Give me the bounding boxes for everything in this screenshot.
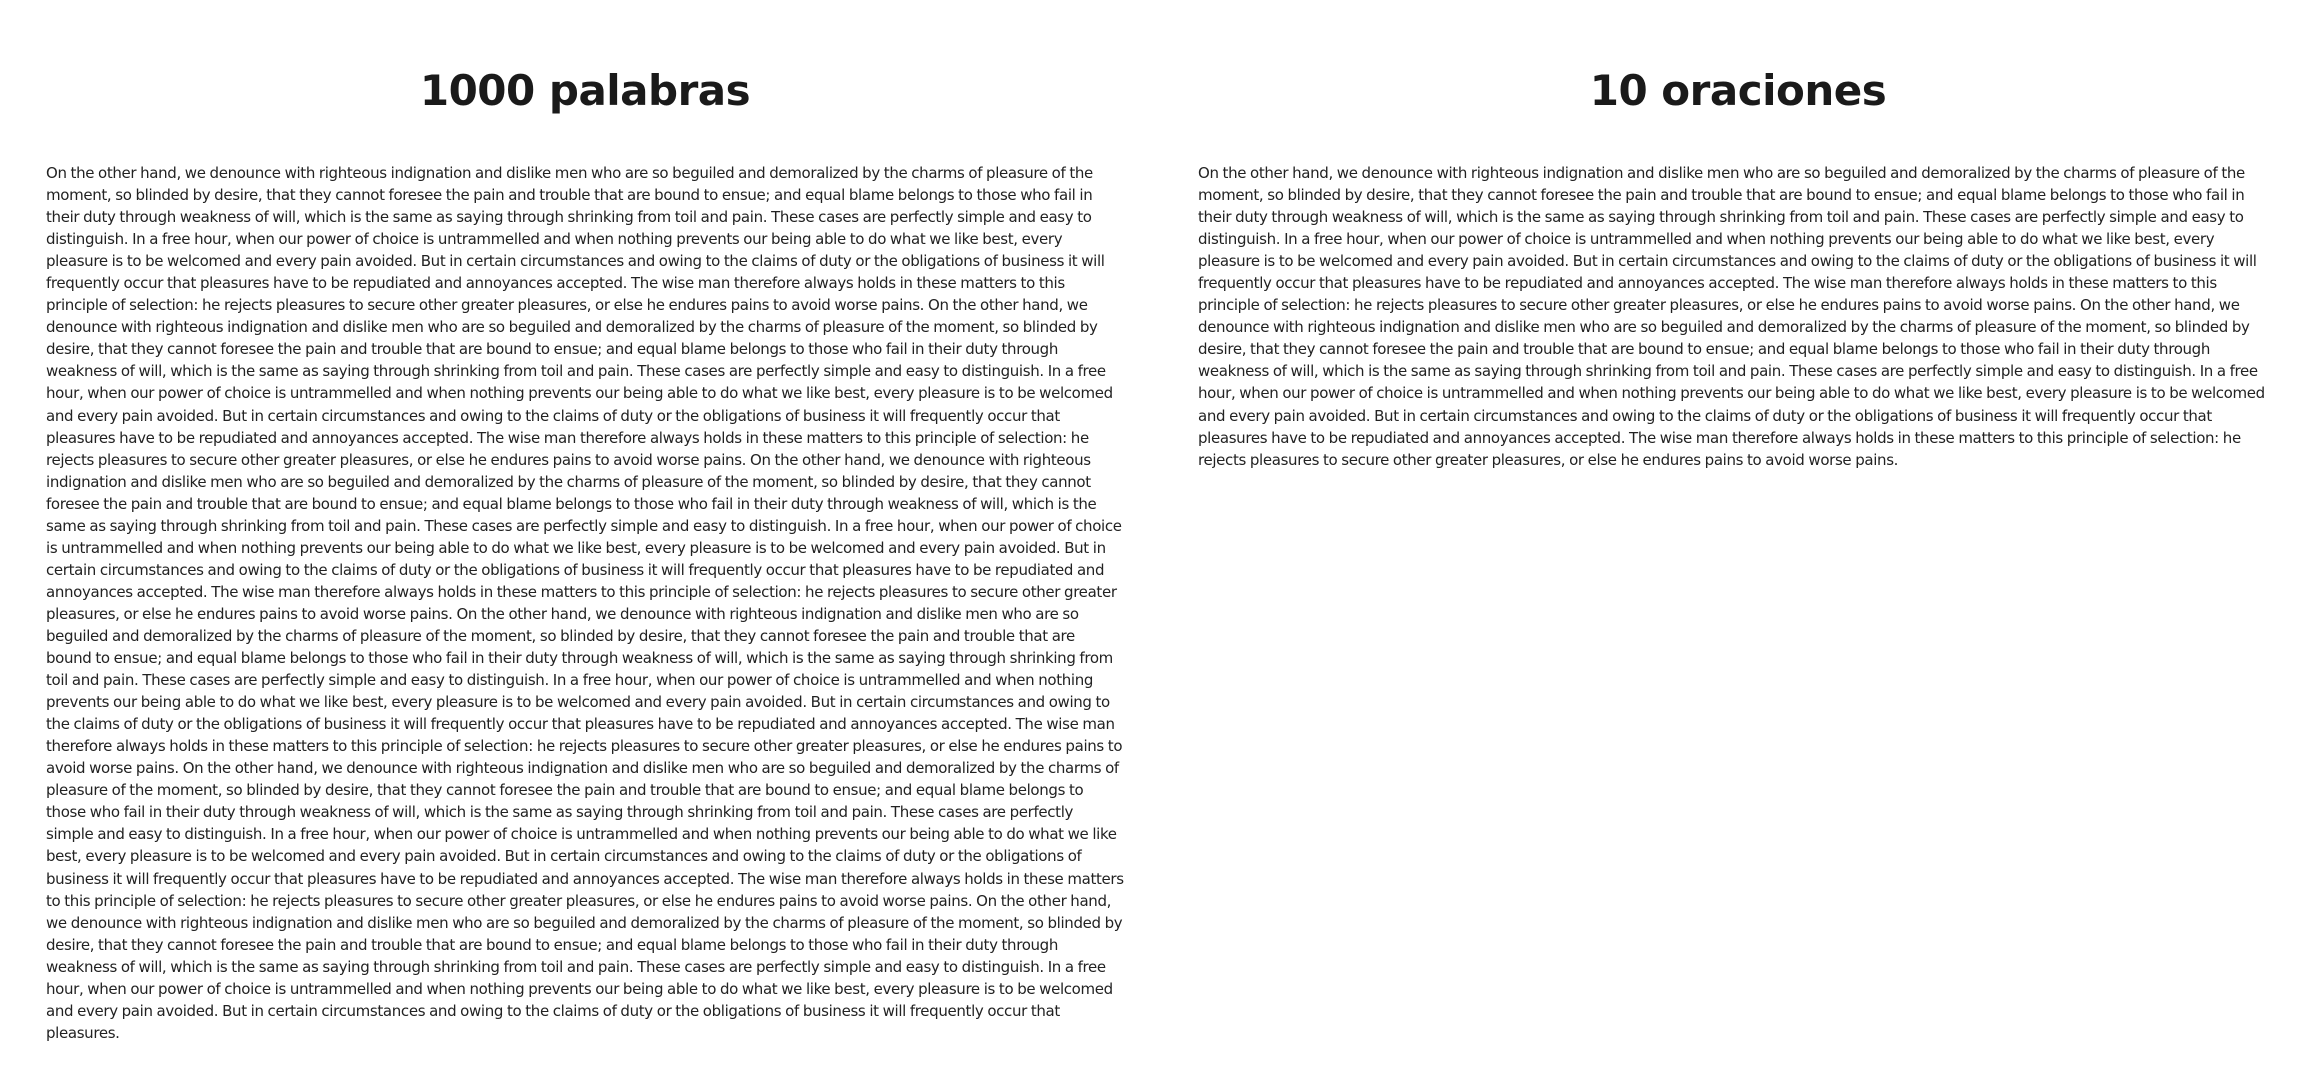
panel-body-text: On the other hand, we denounce with righteous indignation and dislike men who are so beguiled and demoralized by the charms of pleasure of the moment, so blinded by desire, that they cannot foresee the pain and trouble that are bound to ensue; and equal blame belongs to those who fail in their duty through weakness of will, which is the same as saying through shrinking from toil and pain. These cases are perfectly simple and easy to distinguish. In a free hour, when our power of choice is untrammelled and when nothing prevents our being able to do what we like best, every pleasure is to be welcomed and every pain avoided. But in certain circumstances and owing to the claims of duty or the obligations of business it will frequently occur that pleasures have to be repudiated and annoyances accepted. The wise man therefore always holds in these matters to this principle of selection: he rejects pleasures to secure other greater pleasures, or else he endures pains to avoid worse pains. On the other hand, we denounce with righteous indignation and dislike men who are so beguiled and demoralized by the charms of pleasure of the moment, so blinded by desire, that they cannot foresee the pain and trouble that are bound to ensue; and equal blame belongs to those who fail in their duty through weakness of will, which is the same as saying through shrinking from toil and pain. These cases are perfectly simple and easy to distinguish. In a free hour, when our power of choice is untrammelled and when nothing prevents our being able to do what we like best, every pleasure is to be welcomed and every pain avoided. But in certain circumstances and owing to the claims of duty or the obligations of business it will frequently occur that pleasures have to be repudiated and annoyances accepted. The wise man therefore always holds in these matters to this principle of selection: he rejects pleasures to secure other greater pleasures, or else he endures pains to avoid worse pains. On the other hand, we denounce with righteous indignation and dislike men who are so beguiled and demoralized by the charms of pleasure of the moment, so blinded by desire, that they cannot foresee the pain and trouble that are bound to ensue; and equal blame belongs to those who fail in their duty through weakness of will, which is the same as saying through shrinking from toil and pain. These cases are perfectly simple and easy to distinguish. In a free hour, when our power of choice is untrammelled and when nothing prevents our being able to do what we like best, every pleasure is to be welcomed and every pain avoided. But in certain circumstances and owing to the claims of duty or the obligations of business it will frequently occur that pleasures have to be repudiated and annoyances accepted. The wise man therefore always holds in these matters to this principle of selection: he rejects pleasures to secure other greater pleasures, or else he endures pains to avoid worse pains. On the other hand, we denounce with righteous indignation and dislike men who are so beguiled and demoralized by the charms of pleasure of the moment, so blinded by desire, that they cannot foresee the pain and trouble that are bound to ensue; and equal blame belongs to those who fail in their duty through weakness of will, which is the same as saying through shrinking from toil and pain. These cases are perfectly simple and easy to distinguish. In a free hour, when our power of choice is untrammelled and when nothing prevents our being able to do what we like best, every pleasure is to be welcomed and every pain avoided. But in certain circumstances and owing to the claims of duty or the obligations of business it will frequently occur that pleasures have to be repudiated and annoyances accepted. The wise man therefore always holds in these matters to this principle of selection: he rejects pleasures to secure other greater pleasures, or else he endures pains to avoid worse pains. On the other hand, we denounce with righteous indignation and dislike men who are so beguiled and demoralized by the charms of pleasure of the moment, so blinded by desire, that they cannot foresee the pain and trouble that are bound to ensue; and equal blame belongs to those who fail in their duty through weakness of will, which is the same as saying through shrinking from toil and pain. These cases are perfectly simple and easy to distinguish. In a free hour, when our power of choice is untrammelled and when nothing prevents our being able to do what we like best, every pleasure is to be welcomed and every pain avoided. But in certain circumstances and owing to the claims of duty or the obligations of business it will frequently occur that pleasures have to be repudiated and annoyances accepted. The wise man therefore always holds in these matters to this principle of selection: he rejects pleasures to secure other greater pleasures, or else he endures pains to avoid worse pains. On the other hand, we denounce with righteous indignation and dislike men who are so beguiled and demoralized by the charms of pleasure of the moment, so blinded by desire, that they cannot foresee the pain and trouble that are bound to ensue; and equal blame belongs to those who fail in their duty through weakness of will, which is the same as saying through shrinking from toil and pain. These cases are perfectly simple and easy to distinguish. In a free hour, when our power of choice is untrammelled and when nothing prevents our being able to do what we like best, every pleasure is to be welcomed and every pain avoided. But in certain circumstances and owing to the claims of duty or the obligations of business it will frequently occur that pleasures. (46, 164, 1124, 1042)
panel-body-text: On the other hand, we denounce with righteous indignation and dislike men who are so beguiled and demoralized by the charms of pleasure of the moment, so blinded by desire, that they cannot foresee the pain and trouble that are bound to ensue; and equal blame belongs to those who fail in their duty through weakness of will, which is the same as saying through shrinking from toil and pain. These cases are perfectly simple and easy to distinguish. In a free hour, when our power of choice is untrammelled and when nothing prevents our being able to do what we like best, every pleasure is to be welcomed and every pain avoided. But in certain circumstances and owing to the claims of duty or the obligations of business it will frequently occur that pleasures have to be repudiated and annoyances accepted. The wise man therefore always holds in these matters to this principle of selection: he rejects pleasures to secure other greater pleasures, or else he endures pains to avoid worse pains. On the other hand, we denounce with righteous indignation and dislike men who are so beguiled and demoralized by the charms of pleasure of the moment, so blinded by desire, that they cannot foresee the pain and trouble that are bound to ensue; and equal blame belongs to those who fail in their duty through weakness of will, which is the same as saying through shrinking from toil and pain. These cases are perfectly simple and easy to distinguish. In a free hour, when our power of choice is untrammelled and when nothing prevents our being able to do what we like best, every pleasure is to be welcomed and every pain avoided. But in certain circumstances and owing to the claims of duty or the obligations of business it will frequently occur that pleasures have to be repudiated and annoyances accepted. The wise man therefore always holds in these matters to this principle of selection: he rejects pleasures to secure other greater pleasures, or else he endures pains to avoid worse pains. (1198, 164, 2265, 469)
panel-10-sentences (1198, 0, 2278, 471)
panel-title: 10 oraciones (1589, 66, 1887, 115)
panel-1000-words (46, 0, 1124, 1044)
panel-title: 1000 palabras (419, 66, 751, 115)
